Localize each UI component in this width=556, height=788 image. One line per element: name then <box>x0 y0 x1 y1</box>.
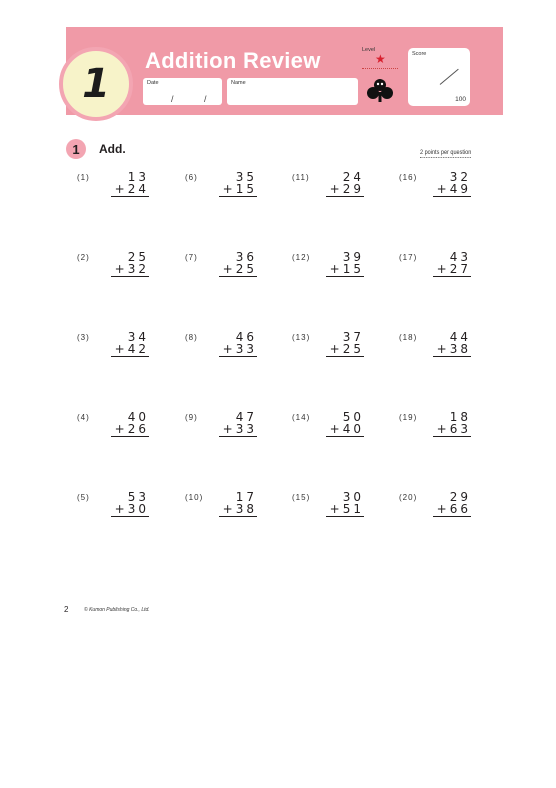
problem-number: (16) <box>399 173 418 182</box>
problem-number: (10) <box>185 493 204 502</box>
addend-bottom: +15 <box>219 183 257 197</box>
points-note: 2 points per question <box>420 149 472 156</box>
addend-bottom: +30 <box>111 503 149 517</box>
unit-number-badge: 1 <box>59 47 133 121</box>
addend-top: 25 <box>127 250 149 264</box>
addend-bottom: +63 <box>433 423 471 437</box>
addend-top: 39 <box>342 250 364 264</box>
problem-number: (14) <box>292 413 311 422</box>
page-title: Addition Review <box>145 48 321 73</box>
addend-bottom: +51 <box>326 503 364 517</box>
problem-item <box>399 171 471 201</box>
problem-number: (4) <box>77 413 90 422</box>
date-field[interactable] <box>143 78 222 105</box>
problem-number: (8) <box>185 333 198 342</box>
addend-bottom: +33 <box>219 343 257 357</box>
addend-top: 35 <box>235 170 257 184</box>
addend-top: 17 <box>235 490 257 504</box>
problem-item <box>292 331 364 361</box>
level-star-icon: ★ <box>375 52 386 66</box>
club-mascot-icon <box>366 78 394 104</box>
problem-number: (1) <box>77 173 90 182</box>
page-number: 2 <box>64 605 69 614</box>
problem-number: (2) <box>77 253 90 262</box>
score-slash <box>440 69 459 85</box>
score-label: Score <box>412 51 427 57</box>
problem-number: (12) <box>292 253 311 262</box>
addend-top: 32 <box>449 170 471 184</box>
addend-top: 18 <box>449 410 471 424</box>
section-instruction: Add. <box>99 142 126 156</box>
addend-bottom: +26 <box>111 423 149 437</box>
addend-bottom: +38 <box>219 503 257 517</box>
name-label: Name <box>231 80 246 86</box>
problem-number: (3) <box>77 333 90 342</box>
problem-item <box>77 491 149 521</box>
problem-item <box>185 251 257 281</box>
problem-item <box>292 411 364 441</box>
copyright: © Kumon Publishing Co., Ltd. <box>84 607 150 613</box>
addend-top: 36 <box>235 250 257 264</box>
addend-top: 53 <box>127 490 149 504</box>
addend-top: 40 <box>127 410 149 424</box>
addend-bottom: +42 <box>111 343 149 357</box>
addend-top: 30 <box>342 490 364 504</box>
addend-bottom: +29 <box>326 183 364 197</box>
problem-number: (15) <box>292 493 311 502</box>
level-label: Level <box>362 47 376 53</box>
addend-top: 50 <box>342 410 364 424</box>
problem-item <box>77 171 149 201</box>
addend-top: 34 <box>127 330 149 344</box>
problem-item <box>185 411 257 441</box>
problem-number: (20) <box>399 493 418 502</box>
addend-top: 46 <box>235 330 257 344</box>
problem-number: (5) <box>77 493 90 502</box>
addend-top: 37 <box>342 330 364 344</box>
problem-item <box>185 171 257 201</box>
problem-item <box>292 251 364 281</box>
addend-bottom: +27 <box>433 263 471 277</box>
problem-number: (19) <box>399 413 418 422</box>
addend-top: 44 <box>449 330 471 344</box>
problem-number: (9) <box>185 413 198 422</box>
addend-bottom: +24 <box>111 183 149 197</box>
problem-item <box>77 251 149 281</box>
problem-number: (11) <box>292 173 310 182</box>
problem-item <box>399 251 471 281</box>
addend-bottom: +66 <box>433 503 471 517</box>
name-field[interactable] <box>227 78 358 105</box>
problem-item <box>292 171 364 201</box>
problem-number: (17) <box>399 253 418 262</box>
problem-item <box>399 411 471 441</box>
score-max: 100 <box>455 96 466 103</box>
problem-number: (13) <box>292 333 311 342</box>
problem-item <box>399 491 471 521</box>
addend-bottom: +32 <box>111 263 149 277</box>
problem-item <box>292 491 364 521</box>
addend-top: 13 <box>127 170 149 184</box>
problem-number: (18) <box>399 333 418 342</box>
date-slashes: / / <box>171 94 221 104</box>
problem-item <box>399 331 471 361</box>
addend-top: 47 <box>235 410 257 424</box>
problem-item <box>77 331 149 361</box>
level-divider <box>362 68 398 69</box>
problem-number: (7) <box>185 253 198 262</box>
addend-top: 24 <box>342 170 364 184</box>
addend-bottom: +33 <box>219 423 257 437</box>
problem-item <box>185 491 257 521</box>
addend-top: 29 <box>449 490 471 504</box>
addend-bottom: +25 <box>326 343 364 357</box>
problem-number: (6) <box>185 173 198 182</box>
addend-bottom: +15 <box>326 263 364 277</box>
addend-bottom: +40 <box>326 423 364 437</box>
problem-item <box>185 331 257 361</box>
addend-bottom: +49 <box>433 183 471 197</box>
addend-bottom: +25 <box>219 263 257 277</box>
score-box <box>408 48 470 106</box>
addend-bottom: +38 <box>433 343 471 357</box>
addend-top: 43 <box>449 250 471 264</box>
date-label: Date <box>147 80 159 86</box>
problem-item <box>77 411 149 441</box>
section-number-badge: 1 <box>66 139 86 159</box>
